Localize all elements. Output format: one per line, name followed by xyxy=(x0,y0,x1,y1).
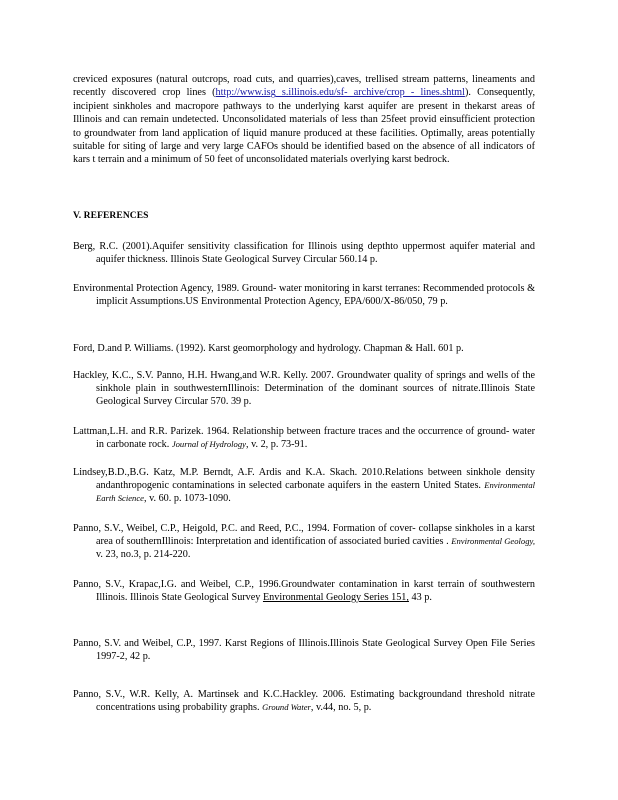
reference-entry xyxy=(73,466,535,506)
reference-text: Panno, S.V., W.R. Kelly, A. Martinsek and K.C.Hackley. 2006. Estimating backgroundand threshold nitrate concentrations using probability graphs. xyxy=(73,689,535,714)
section-heading-references: V. REFERENCES xyxy=(73,211,149,221)
reference-entry xyxy=(73,578,535,604)
reference-text: Hackley, K.C., S.V. Panno, H.H. Hwang,and W.R. Kelly. 2007. Groundwater quality of springs and wells of the sinkhole plain in southwesternIllinois: Determination of the dominant sources of nitrate.Illinois State Geological Survey Circular 570. 39 p. xyxy=(73,370,535,408)
reference-entry xyxy=(73,425,535,451)
reference-text: Berg, R.C. (2001).Aquifer sensitivity classification for Illinois using depthto uppermost aquifer material and aquifer thickness. Illinois State Geological Survey Circular 560.14 p. xyxy=(73,241,535,266)
intro-paragraph xyxy=(73,73,535,167)
reference-tail: 43 p. xyxy=(408,592,432,604)
journal-title: Environmental Earth Science xyxy=(96,480,536,504)
journal-title: Journal of Hydrology xyxy=(171,439,246,450)
series-title: Environmental Geology Series 151, xyxy=(262,592,409,604)
reference-entry xyxy=(73,637,535,663)
reference-text: Environmental Protection Agency, 1989. Ground- water monitoring in karst terranes: Recommended protocols & implicit Assumptions.US Environmental Protection Agency, EPA/600/X-86/050, 79 p. xyxy=(73,283,535,308)
reference-entry xyxy=(73,240,535,266)
reference-entry xyxy=(73,688,535,714)
reference-entry xyxy=(73,369,535,409)
reference-entry xyxy=(73,522,535,562)
reference-text: Lattman,L.H. and R.R. Parizek. 1964. Relationship between fracture traces and the occurrence of ground- water in carbonate rock. xyxy=(73,426,535,451)
journal-title: Ground Water xyxy=(262,702,311,713)
journal-title: Environmental Geology, xyxy=(451,536,535,547)
reference-tail: , v. 60. p. 1073-1090. xyxy=(143,493,231,505)
reference-text: Panno, S.V., Krapac,I.G. and Weibel, C.P., 1996.Groundwater contamination in karst terrain of southwestern Illinois. Illinois State Geological Survey xyxy=(73,579,535,604)
reference-entry xyxy=(73,282,535,308)
reference-text: Ford, D.and P. Williams. (1992). Karst geomorphology and hydrology. Chapman & Hall. 601 p. xyxy=(73,343,464,354)
intro-text-after-link: ). Consequently, incipient sinkholes and macropore pathways to the underlying karst aquifer are present in thekarst areas of Illinois and can remain undetected. Unconsolidated materials of less than 25feet provid einsufficient protection to groundwater from land application of liquid manure produced at these facilities. Optimally, areas potentially suitable for siting of large and very large CAFOs should be identified based on the absence of all indicators of kars t terrain and a minimum of 50 feet of unconsolidated materials overlying karst bedrock. xyxy=(73,87,535,166)
reference-text: Lindsey,B.D.,B.G. Katz, M.P. Berndt, A.F. Ardis and K.A. Skach. 2010.Relations between sinkhole density andanthropogenic contaminations in selected carbonate aquifers in the eastern United States. xyxy=(73,467,535,492)
reference-text: Panno, S.V. and Weibel, C.P., 1997. Karst Regions of Illinois.Illinois State Geological Survey Open File Series 1997-2, 42 p. xyxy=(73,638,535,663)
crop-lines-link[interactable]: http://www.isg s.illinois.edu/sf- archive/crop - lines.shtml xyxy=(215,87,465,99)
reference-tail: , v. 2, p. 73-91. xyxy=(245,439,308,451)
reference-tail: , v.44, no. 5, p. xyxy=(310,702,372,714)
reference-text: Panno, S.V., Weibel, C.P., Heigold, P.C. and Reed, P.C., 1994. Formation of cover- collapse sinkholes in a karst area of southernIllinois: Interpretation and identification of associated buried cavities . xyxy=(73,523,535,548)
intro-text-before-link: creviced exposures (natural outcrops, road cuts, and quarries),caves, trellised stream patterns, lineaments and recently discovered crop lines ( xyxy=(73,74,535,99)
reference-entry xyxy=(73,342,535,355)
reference-tail: v. 23, no.3, p. 214-220. xyxy=(96,549,191,561)
